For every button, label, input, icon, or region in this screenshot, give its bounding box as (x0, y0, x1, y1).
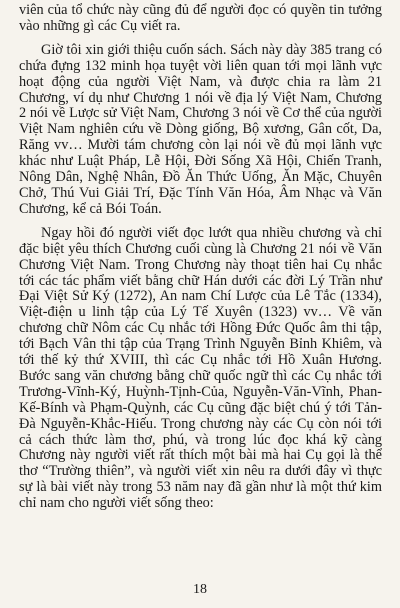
body-text (19, 3, 382, 512)
paragraph-literature-chapter: Ngay hồi đó người viết đọc lướt qua nhiều chương và chỉ đặc biệt yêu thích Chương cuối cùng là Chương 21 nói về Văn Chương Việt Nam. Trong Chương này thoạt tiên hai Cụ nhắc tới các tác phẩm viết bằng chữ Hán dưới các đời Lý Trần như Đại Việt Sử Ký (1272), An nam Chí Lược của Lê Tắc (1334), Việt-điện u linh tập của Lý Tế Xuyên (1323) vv… Về văn chương chữ Nôm các Cụ nhắc tới Hồng Đức Quốc âm thi tập, tới Bạch Vân thi tập của Trạng Trình Nguyễn Bỉnh Khiêm, và tới thế kỷ thứ XVIII, thì các Cụ nhắc tới Hồ Xuân Hương. Bước sang văn chương bằng chữ quốc ngữ thì các Cụ nhắc tới Trương-Vĩnh-Ký, Huỳnh-Tịnh-Của, Nguyễn-Văn-Vĩnh, Phan-Kế-Bính và Phạm-Quỳnh, các Cụ cũng đặc biệt chú ý tới Tản-Đà Nguyễn-Khắc-Hiếu. Trong chương này các Cụ còn nói tới cả cách thức làm thơ, phú, và trong lúc đọc khá kỹ càng Chương này người viết rất thích một bài mà hai Cụ gọi là thể thơ “Trường thiên”, và người viết xin nêu ra dưới đây vì thực sự là bài viết này trong 53 năm nay đã gần như là một thứ kim chỉ nam cho người viết sống theo: (19, 224, 382, 512)
page-number: 18 (193, 582, 207, 597)
paragraph-continuation: viên của tổ chức này cũng đủ để người đọc có quyền tin tưởng vào những gì các Cụ viết ra. (19, 2, 382, 34)
paragraph-book-introduction: Giờ tôi xin giới thiệu cuốn sách. Sách này dày 385 trang có chứa đựng 132 minh họa tuyệt vời liên quan tới mọi lãnh vực hoạt động của người Việt Nam, và được chia ra làm 21 Chương, ví dụ như Chương 1 nói về địa lý Việt Nam, Chương 2 nói về Lược sử Việt Nam, Chương 3 nói về Cơ thể của người Việt Nam nghiên cứu về Dòng giống, Bộ xương, Gân cốt, Da, Răng vv… Mười tám chương còn lại nói về đủ mọi lãnh vực khác như Luật Pháp, Lễ Hội, Đời Sống Xã Hội, Chiến Tranh, Nông Dân, Nghệ Nhân, Đồ Ăn Thức Uống, Ăn Mặc, Chuyên Chở, Thú Vui Giải Trí, Đặc Tính Văn Hóa, Âm Nhạc và Văn Chương, kể cả Bói Toán. (19, 41, 382, 217)
